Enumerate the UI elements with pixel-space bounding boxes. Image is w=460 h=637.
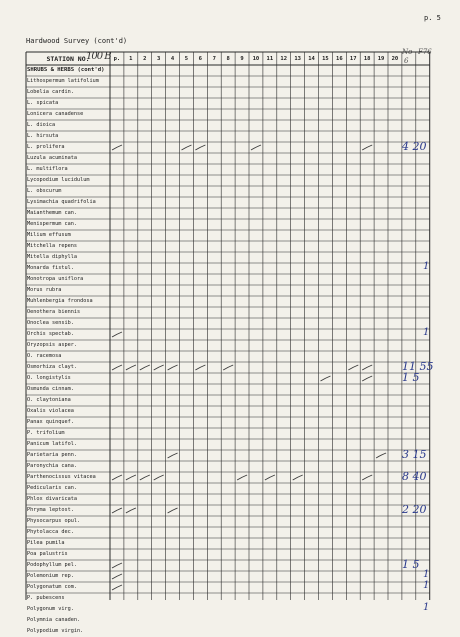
column-header: 15 [322, 55, 329, 62]
column-header: 18 [363, 55, 371, 62]
column-header: 12 [280, 55, 288, 62]
species-label: Panicum latifol. [27, 441, 77, 447]
presence-tick [140, 365, 150, 370]
species-label: Mitchella repens [27, 243, 77, 249]
column-header: 10 [252, 55, 260, 62]
species-label: Pedicularis can. [27, 485, 77, 491]
species-label: O. longistylis [27, 375, 71, 381]
species-label: Polymnia canaden. [27, 617, 81, 623]
species-label: Phytolacca dec. [27, 529, 74, 535]
presence-tick [112, 365, 122, 370]
species-label: Oryzopsis asper. [27, 342, 77, 348]
presence-tick [251, 145, 261, 150]
species-label: Pilea pumila [27, 540, 65, 546]
presence-tick [112, 585, 122, 590]
species-label: Phryma leptost. [27, 507, 74, 513]
species-label: L. multiflora [27, 166, 68, 172]
column-header [416, 52, 430, 65]
species-label: Oxalis violacea [27, 408, 74, 414]
presence-tick [362, 365, 372, 370]
species-label: P. trifolium [27, 430, 65, 436]
species-label: Muhlenbergia frondosa [27, 298, 93, 304]
species-label: L. obscurum [27, 188, 62, 194]
presence-tick [112, 475, 122, 480]
corner-note-1: No [402, 48, 413, 56]
presence-tick [168, 453, 178, 458]
species-label: Polygonum virg. [27, 606, 74, 612]
presence-tick [112, 145, 122, 150]
species-label: Lycopodium lucidulum [27, 177, 90, 183]
species-label: Physocarpus opul. [27, 518, 81, 524]
handwritten-tally: 1 [423, 580, 430, 591]
column-header: 20 [391, 55, 399, 62]
species-label: Lithospermum latifolium [27, 78, 99, 84]
column-header [402, 52, 416, 65]
corner-note-2: 6 [404, 57, 409, 65]
species-label: L. dioica [27, 122, 56, 128]
survey-title: Hardwood Survey (cont'd) [26, 37, 128, 45]
species-label: Lysimachia quadrifolia [27, 199, 96, 205]
presence-tick [154, 475, 164, 480]
corner-note-3: F76 [418, 48, 432, 56]
presence-tick [182, 145, 192, 150]
presence-tick [140, 475, 150, 480]
presence-tick [362, 376, 372, 381]
presence-tick [362, 475, 372, 480]
presence-tick [112, 574, 122, 579]
species-label: Orchis spectab. [27, 331, 74, 337]
presence-tick [126, 508, 136, 513]
presence-tick [168, 508, 178, 513]
species-label: O. claytoniana [27, 397, 71, 403]
presence-tick [126, 365, 136, 370]
species-label: P. pubescens [27, 595, 65, 601]
species-label: Osmorhiza clayt. [27, 364, 77, 370]
species-label: Morus rubra [27, 287, 62, 293]
species-label: Milium effusum [27, 232, 71, 238]
species-label: Luzula acuminata [27, 155, 77, 161]
column-header: 16 [336, 55, 343, 62]
species-label: Menispermum can. [27, 221, 77, 227]
species-label: Mitella diphylla [27, 254, 77, 260]
species-label: Panax quinquef. [27, 419, 74, 425]
presence-tick [195, 365, 205, 370]
species-label: Parthenocissus vitacea [27, 474, 96, 480]
species-label: L. prolifera [27, 144, 65, 150]
species-label: Phlox divaricata [27, 496, 77, 502]
species-label: Lobelia cardin. [27, 89, 74, 95]
species-label: Monotropa uniflora [27, 276, 84, 282]
column-header: 9 [240, 55, 244, 62]
presence-tick [237, 475, 247, 480]
handwritten-tally: 1 5 [402, 371, 420, 384]
species-label: Oenothera biennis [27, 309, 81, 315]
column-header: 3 [156, 55, 161, 62]
page-number: p. 5 [424, 14, 441, 22]
handwritten-tally: 8 40 [402, 470, 427, 483]
presence-tick [293, 475, 303, 480]
column-header: 13 [294, 55, 301, 62]
column-header: 4 [170, 55, 175, 62]
handwritten-tally: 2 20 [402, 503, 427, 516]
species-label: Polygonatum com. [27, 584, 77, 590]
column-header: 17 [349, 55, 357, 62]
species-label: Lonicera canadense [27, 111, 84, 117]
column-header: 5 [184, 55, 189, 62]
presence-tick [223, 365, 233, 370]
column-header: 14 [308, 55, 315, 62]
column-header: 19 [377, 55, 385, 62]
presence-tick [376, 453, 386, 458]
species-label: L. spicata [27, 100, 59, 106]
species-label: Polypodium virgin. [27, 628, 84, 634]
species-label: Onoclea sensib. [27, 320, 74, 326]
presence-tick [265, 475, 275, 480]
presence-tick [348, 365, 358, 370]
presence-tick [154, 365, 164, 370]
presence-tick [126, 475, 136, 480]
presence-tick [112, 508, 122, 513]
species-label: Parietaria penn. [27, 452, 77, 458]
column-header: 8 [226, 55, 230, 62]
handwritten-tally: 1 [423, 569, 430, 580]
handwritten-tally: 1 [423, 261, 430, 272]
section-heading: SHRUBS & HERBS (cont'd) [27, 67, 105, 73]
species-label: L. hirsuta [27, 133, 59, 139]
species-label: Paronychia cana. [27, 463, 77, 469]
handwritten-tally: 1 [423, 327, 430, 338]
column-header: 2 [143, 55, 147, 62]
presence-tick [168, 365, 178, 370]
station-header: STATION NO. [46, 54, 90, 63]
presence-tick [112, 332, 122, 337]
column-header: 11 [266, 55, 274, 62]
species-label: Monarda fistul. [27, 265, 74, 271]
presence-tick [362, 145, 372, 150]
handwritten-tally: 1 5 [402, 558, 420, 571]
species-label: Osmunda cinnam. [27, 386, 74, 392]
species-label: Podophyllum pel. [27, 562, 77, 568]
presence-tick [321, 376, 331, 381]
handwritten-tally: 4 20 [402, 140, 427, 153]
species-label: Maianthemum can. [27, 210, 77, 216]
column-header: p. [113, 55, 121, 62]
species-label: Poa palustris [27, 551, 68, 557]
station-code-handwritten: 100 B [86, 51, 111, 62]
presence-tick [112, 563, 122, 568]
presence-tick [195, 145, 205, 150]
species-label: Polemonium rep. [27, 573, 74, 579]
column-header: 7 [212, 55, 216, 62]
handwritten-tally: 1 [423, 602, 430, 613]
handwritten-tally: 3 15 [402, 448, 427, 461]
species-label: O. racemosa [27, 353, 62, 359]
column-header: 1 [129, 55, 133, 62]
column-header: 6 [198, 55, 202, 62]
handwritten-tally: 11 55 [402, 360, 434, 373]
